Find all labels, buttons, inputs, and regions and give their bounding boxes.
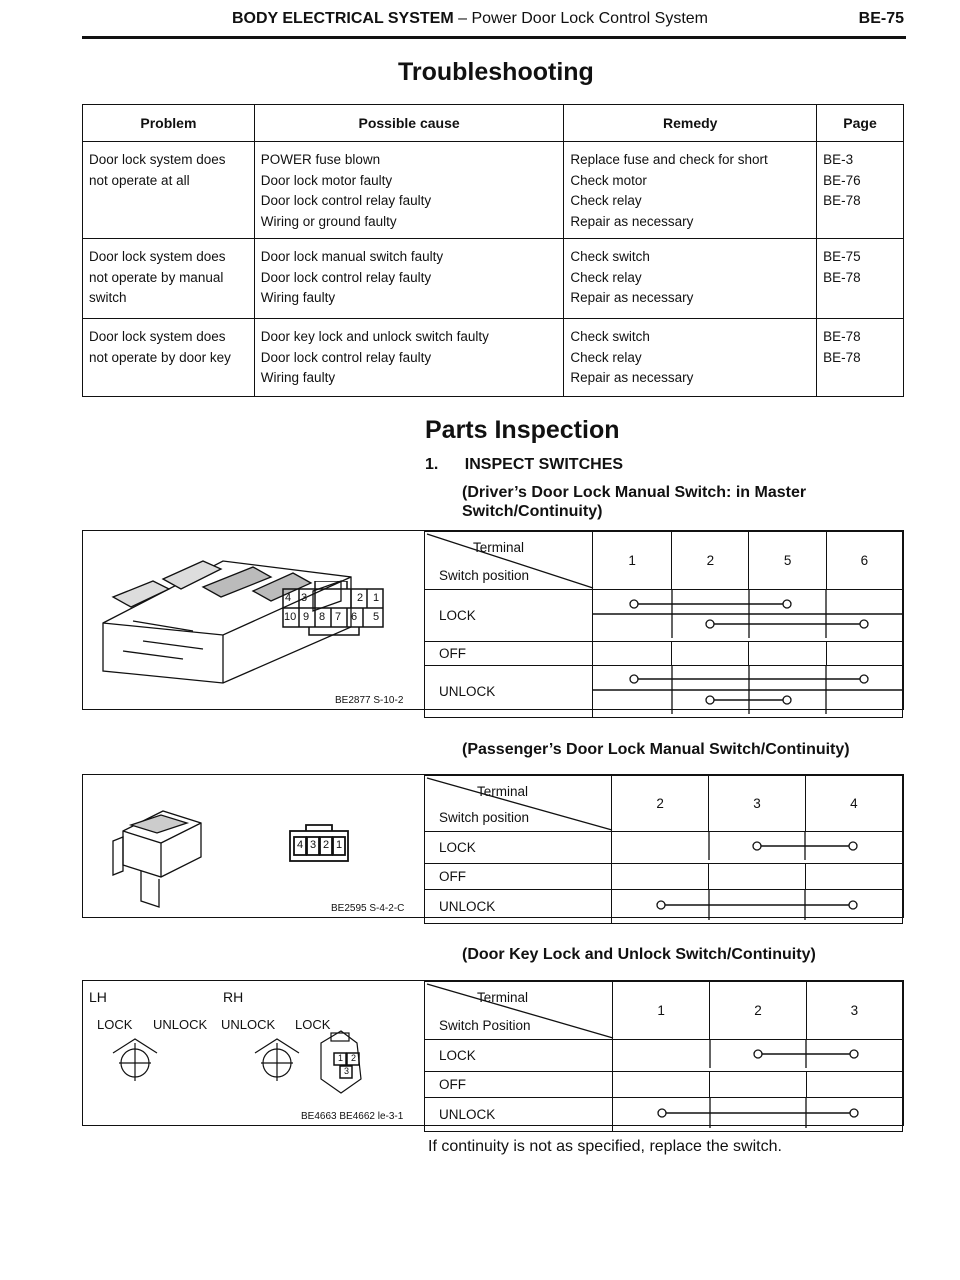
remedy-line: Repair as necessary [570, 370, 694, 385]
header-section: BODY ELECTRICAL SYSTEM [232, 10, 454, 27]
terminal-number: 3 [709, 776, 805, 832]
switch-position-label: Switch position [439, 568, 530, 583]
remedy-line: Check switch [570, 329, 650, 344]
cause-line: Wiring faulty [260, 290, 336, 305]
header-dash: – [453, 10, 472, 27]
terminal-number: 5 [749, 532, 826, 590]
pin-2: 2 [323, 839, 330, 851]
problem-line: switch [89, 290, 127, 305]
cause-line: Door lock control relay faulty [260, 349, 432, 365]
rh-label: RH [223, 989, 244, 1005]
continuity-lines [613, 1098, 902, 1128]
pin-1: 1 [338, 1053, 344, 1063]
position-unlock: UNLOCK [425, 890, 612, 924]
terminal-label: Terminal [477, 990, 529, 1005]
continuity-lines [613, 1040, 902, 1068]
terminal-position-header [425, 532, 593, 590]
terminal-number: 6 [826, 532, 902, 590]
step-title: INSPECT SWITCHES [464, 456, 624, 473]
passenger-continuity-table [424, 775, 903, 924]
passenger-switch-panel [82, 774, 904, 918]
terminal-number: 3 [806, 982, 902, 1040]
pin-7: 7 [335, 611, 342, 623]
terminal-label: Terminal [473, 540, 525, 555]
pin-10: 10 [284, 611, 297, 623]
rh-lock-label: LOCK [295, 1017, 331, 1032]
remedy-line: Repair as necessary [570, 213, 694, 229]
passenger-switch-illustration [83, 775, 423, 917]
step-number: 1. [425, 456, 439, 473]
page-ref: BE-78 [823, 193, 861, 208]
terminal-number: 2 [672, 532, 749, 590]
pin-2: 2 [357, 592, 364, 604]
figure-code: BE2595 S-4-2-C [331, 903, 405, 914]
cause-cell [254, 239, 564, 319]
cause-line: Door lock control relay faulty [260, 269, 432, 285]
continuity-dot [657, 901, 665, 909]
figure-code: BE2877 S-10-2 [335, 695, 404, 706]
driver-continuity-table [424, 531, 903, 718]
switch-position-label: Switch Position [439, 1018, 531, 1033]
pin-3: 3 [301, 592, 308, 604]
continuity-dot [860, 620, 868, 628]
continuity-dot [658, 1109, 666, 1117]
page-cell [817, 319, 904, 397]
continuity-lines [593, 590, 902, 638]
terminal-number: 1 [593, 532, 672, 590]
remedy-line: Check relay [570, 269, 642, 285]
unlock-continuity-cell [612, 890, 903, 924]
problem-cell [83, 239, 255, 319]
driver-connector-diagram [279, 581, 389, 637]
header-subsection: Power Door Lock Control System [471, 10, 708, 27]
page-ref: BE-78 [823, 349, 861, 365]
lock-continuity-cell [612, 832, 903, 864]
continuity-dot [850, 1050, 858, 1058]
continuity-dot [849, 842, 857, 850]
cause-line: Door lock manual switch faulty [260, 249, 444, 264]
lock-continuity-cell [613, 1040, 903, 1072]
pin-1: 1 [373, 592, 380, 604]
page-ref: BE-76 [823, 172, 861, 188]
pin-3: 3 [344, 1066, 350, 1076]
terminal-number: 2 [710, 982, 806, 1040]
cause-line: Wiring faulty [260, 370, 336, 385]
terminal-number: 1 [613, 982, 710, 1040]
problem-cell [83, 142, 255, 239]
cause-line: Wiring or ground faulty [260, 213, 397, 229]
step-heading [425, 456, 623, 474]
continuity-dot [630, 600, 638, 608]
continuity-dot [754, 1050, 762, 1058]
cause-line: Door lock motor faulty [260, 172, 393, 188]
remedy-line: Replace fuse and check for short [570, 152, 768, 167]
remedy-line: Check relay [570, 349, 642, 365]
remedy-cell [564, 142, 817, 239]
lh-label: LH [89, 989, 107, 1005]
problem-line: Door lock system does [89, 329, 226, 344]
pin-2: 2 [351, 1053, 357, 1063]
remedy-line: Repair as necessary [570, 290, 694, 305]
terminal-position-header [425, 982, 613, 1040]
table-row [83, 239, 904, 319]
lock-continuity-cell [593, 590, 903, 642]
lh-lock-label: LOCK [97, 1017, 133, 1032]
unlock-continuity-cell [613, 1098, 903, 1132]
page-ref: BE-75 [823, 249, 861, 264]
table-row [83, 319, 904, 397]
problem-line: not operate by manual [89, 269, 224, 285]
header-page-number: BE-75 [858, 10, 904, 27]
page-cell [817, 142, 904, 239]
driver-switch-panel [82, 530, 904, 710]
continuity-dot [706, 696, 714, 704]
doorkey-continuity-table [424, 981, 903, 1132]
position-off: OFF [425, 864, 612, 890]
position-lock: LOCK [425, 1040, 613, 1072]
remedy-line: Check motor [570, 172, 647, 188]
position-unlock: UNLOCK [425, 666, 593, 718]
remedy-cell [564, 239, 817, 319]
continuity-lines [612, 832, 902, 860]
pin-5: 5 [373, 611, 380, 623]
terminal-number: 2 [612, 776, 709, 832]
remedy-cell [564, 319, 817, 397]
page-header [232, 10, 904, 34]
problem-cell [83, 319, 255, 397]
position-unlock: UNLOCK [425, 1098, 613, 1132]
driver-subtitle-line1: (Driver’s Door Lock Manual Switch: in Master [462, 484, 807, 501]
continuity-lines [612, 890, 902, 920]
cause-line: Door key lock and unlock switch faulty [260, 329, 489, 344]
continuity-dot [753, 842, 761, 850]
table-row [83, 142, 904, 239]
doorkey-switch-panel [82, 980, 904, 1126]
page-ref: BE-3 [823, 152, 854, 167]
switch-position-label: Switch position [439, 810, 530, 825]
continuity-dot [783, 696, 791, 704]
rh-unlock-label: UNLOCK [221, 1017, 276, 1032]
col-problem: Problem [83, 105, 255, 142]
problem-line: Door lock system does [89, 152, 226, 167]
page-ref: BE-78 [823, 269, 861, 285]
position-off: OFF [425, 642, 593, 666]
troubleshooting-header-row [83, 105, 904, 142]
continuity-dot [706, 620, 714, 628]
key-cylinder-illustration [83, 981, 423, 1125]
cause-line: Door lock control relay faulty [260, 193, 432, 208]
pin-3: 3 [310, 839, 317, 851]
pin-9: 9 [303, 611, 310, 623]
col-remedy: Remedy [564, 105, 817, 142]
lh-unlock-label: UNLOCK [153, 1017, 208, 1032]
position-lock: LOCK [425, 832, 612, 864]
page-cell [817, 239, 904, 319]
remedy-line: Check switch [570, 249, 650, 264]
cause-cell [254, 142, 564, 239]
unlock-continuity-cell [593, 666, 903, 718]
footer-note: If continuity is not as specified, replace the switch. [428, 1138, 782, 1155]
position-off: OFF [425, 1072, 613, 1098]
cause-cell [254, 319, 564, 397]
troubleshooting-table [82, 104, 904, 397]
troubleshooting-title: Troubleshooting [398, 58, 594, 86]
problem-line: not operate at all [89, 172, 190, 188]
problem-line: not operate by door key [89, 349, 231, 365]
pin-8: 8 [319, 611, 326, 623]
problem-line: Door lock system does [89, 249, 226, 264]
col-page: Page [817, 105, 904, 142]
figure-code: BE4663 BE4662 le-3-1 [301, 1111, 404, 1122]
cause-line: POWER fuse blown [260, 152, 381, 167]
passenger-subtitle: (Passenger’s Door Lock Manual Switch/Continuity) [462, 741, 850, 758]
position-lock: LOCK [425, 590, 593, 642]
continuity-dot [850, 1109, 858, 1117]
doorkey-subtitle: (Door Key Lock and Unlock Switch/Continuity) [462, 946, 816, 963]
pin-1: 1 [336, 839, 343, 851]
header-rule [82, 36, 906, 39]
terminal-label: Terminal [477, 784, 529, 799]
continuity-dot [849, 901, 857, 909]
continuity-lines [593, 666, 902, 714]
pin-6: 6 [351, 611, 358, 623]
continuity-dot [860, 675, 868, 683]
driver-subtitle-line2: Switch/Continuity) [462, 503, 603, 520]
pin-4: 4 [297, 839, 304, 851]
parts-inspection-title: Parts Inspection [425, 416, 620, 444]
continuity-dot [783, 600, 791, 608]
pin-4: 4 [285, 592, 292, 604]
terminal-number: 4 [805, 776, 902, 832]
continuity-dot [630, 675, 638, 683]
col-cause: Possible cause [254, 105, 564, 142]
page-ref: BE-78 [823, 329, 861, 344]
remedy-line: Check relay [570, 193, 642, 208]
terminal-position-header [425, 776, 612, 832]
